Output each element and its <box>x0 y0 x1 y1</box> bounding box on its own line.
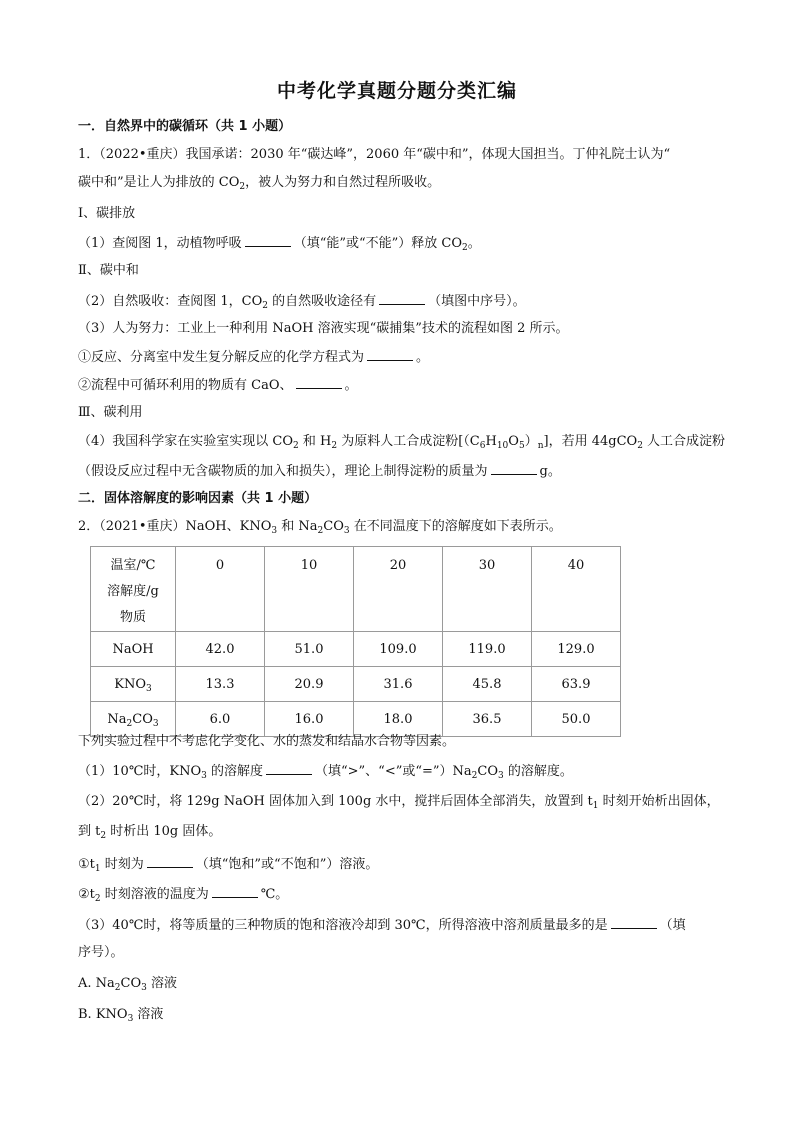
table-corner-header <box>91 547 176 632</box>
q2-p1-text: （填“>”、“<”或“=”）Na <box>314 764 472 779</box>
q2-p2-2-text: ℃。 <box>260 887 289 902</box>
substance-name: CO <box>132 711 153 727</box>
q2-intro-text: 和 Na <box>277 519 318 534</box>
table-header-cell <box>532 547 621 632</box>
table-row <box>91 702 621 737</box>
table-cell: 13.3 <box>176 667 265 702</box>
option-b[interactable] <box>78 1006 163 1024</box>
option-a-text: CO <box>120 976 142 991</box>
q1-p2-text2: 的自然吸收途径有 <box>268 294 377 309</box>
temp-value: 40 <box>567 558 585 573</box>
q1-intro-line2 <box>78 174 440 192</box>
subscript: 1 <box>592 801 599 811</box>
q2-p2-text: （2）20℃时，将 129g NaOH 固体加入到 100g 水中，搅拌后固体全部消失，放置到 t <box>78 794 593 809</box>
answer-blank[interactable] <box>379 292 425 305</box>
subscript: 2 <box>637 441 643 451</box>
subscript: 2 <box>262 301 269 311</box>
q1-p4-text: 和 H <box>298 434 332 449</box>
q1-p3-2-text: ②流程中可循环利用的物质有 CaO、 <box>78 378 293 393</box>
option-a-text: 溶液 <box>146 976 177 991</box>
subscript: 3 <box>152 718 159 729</box>
q1-p4-text: H <box>485 434 497 449</box>
table-cell: 36.5 <box>443 702 532 737</box>
page-title: 中考化学真题分题分类汇编 <box>276 80 517 102</box>
q1-part3-1 <box>78 348 429 367</box>
q1-part3: （3）人为努力：工业上一种利用 NaOH 溶液实现“碳捕集”技术的流程如图 2 所示。 <box>78 321 569 336</box>
header-solubility-label: 溶解度/g <box>107 584 159 599</box>
answer-blank[interactable] <box>491 462 537 475</box>
substance-name: Na <box>107 711 127 727</box>
subscript: 1 <box>94 864 101 874</box>
table-cell: 63.9 <box>532 667 621 702</box>
section-heading-1: 一．自然界中的碳循环（共 1 小题） <box>78 119 292 134</box>
subscript: 3 <box>201 771 207 781</box>
q1-intro2-text-end: ，被人为努力和自然过程所吸收。 <box>245 175 441 190</box>
q1-p4-text: ]，若用 44gCO <box>543 434 638 449</box>
subscript: 2 <box>471 771 478 781</box>
table-header-cell <box>354 547 443 632</box>
subscript: 2 <box>94 894 101 904</box>
table-row <box>91 632 621 667</box>
table-cell: 6.0 <box>176 702 265 737</box>
answer-blank[interactable] <box>367 348 413 361</box>
subscript: 2 <box>293 441 299 451</box>
subscript: 2 <box>114 983 121 993</box>
substance-name: KNO <box>114 676 146 692</box>
q2-part2-line1 <box>78 793 720 811</box>
subscript: 3 <box>498 771 504 781</box>
q2-part1 <box>78 762 573 781</box>
table-cell: 18.0 <box>354 702 443 737</box>
table-cell: 50.0 <box>532 702 621 737</box>
q2-p2-1-text: （填“饱和”或“不饱和”）溶液。 <box>195 857 379 872</box>
q1-p1-text2: （填“能”或“不能”）释放 CO <box>293 236 463 251</box>
subscript: 3 <box>141 983 147 993</box>
header-temp-label: 温室/℃ <box>110 558 156 573</box>
table-cell: 129.0 <box>532 632 621 667</box>
q1-part3-2 <box>78 376 358 395</box>
header-substance-label: 物质 <box>119 610 146 625</box>
q1-intro-line1 <box>78 146 670 164</box>
q1-p1-text: （1）查阅图 1，动植物呼吸 <box>78 236 242 251</box>
temp-value: 0 <box>215 558 225 573</box>
subscript: 3 <box>343 526 350 536</box>
option-a[interactable] <box>78 975 177 993</box>
temp-value: 20 <box>389 558 407 573</box>
q1-p4-text: ） <box>524 434 538 449</box>
subscript: 10 <box>496 441 509 451</box>
q2-part2-1 <box>78 855 378 874</box>
temp-value: 10 <box>300 558 318 573</box>
q1-p4-text: 人工合成淀粉 <box>642 434 726 449</box>
q2-intro-text: 在不同温度下的溶解度如下表所示。 <box>349 519 562 534</box>
answer-blank[interactable] <box>212 885 258 898</box>
solubility-table <box>90 546 621 737</box>
answer-blank[interactable] <box>296 376 342 389</box>
table-cell: 20.9 <box>265 667 354 702</box>
q2-p3-text: （3）40℃时，将等质量的三种物质的饱和溶液冷却到 30℃，所得溶液中溶剂质量最多的是 <box>78 918 608 933</box>
q2-p1-text: CO <box>477 764 499 779</box>
subscript: 2 <box>462 243 468 253</box>
q1-part4-line1 <box>78 433 725 451</box>
table-header-cell <box>176 547 265 632</box>
subscript: 2 <box>239 182 246 192</box>
subscript: n <box>537 441 544 451</box>
q1-p4-text: （4）我国科学家在实验室实现以 CO <box>78 434 294 449</box>
q1-part4-line2 <box>78 462 561 481</box>
substance-cell: NaOH <box>91 632 176 667</box>
substance-cell <box>91 667 176 702</box>
q2-part3-line2: 序号）。 <box>78 945 124 960</box>
table-cell: 31.6 <box>354 667 443 702</box>
q2-p2-1-text: 时刻为 <box>100 857 144 872</box>
part3-title: Ⅲ、碳利用 <box>78 405 143 420</box>
section-heading-2: 二．固体溶解度的影响因素（共 1 小题） <box>78 491 318 506</box>
q1-p4-line2-end: g。 <box>539 464 561 479</box>
option-a-text: A. Na <box>78 976 115 991</box>
q2-p2-2-text: ②t <box>78 887 95 902</box>
option-b-text: B. KNO <box>78 1007 128 1022</box>
substance-cell <box>91 702 176 737</box>
q2-p1-text: 的溶解度。 <box>503 764 573 779</box>
q1-p3-1-text: ①反应、分离室中发生复分解反应的化学方程式为 <box>78 350 365 365</box>
table-row <box>91 667 621 702</box>
table-cell: 119.0 <box>443 632 532 667</box>
table-cell: 109.0 <box>354 632 443 667</box>
q2-p3-text: （填 <box>659 918 686 933</box>
subscript: 2 <box>100 831 107 841</box>
q2-p2-2-text: 时刻溶液的温度为 <box>100 887 209 902</box>
q1-p3-2-end: 。 <box>344 378 358 393</box>
answer-blank[interactable] <box>611 916 657 929</box>
q2-p1-text: （1）10℃时，KNO <box>78 764 202 779</box>
table-header-row <box>91 547 621 632</box>
table-header-cell <box>265 547 354 632</box>
subscript: 3 <box>271 526 278 536</box>
q2-intro <box>78 518 562 536</box>
subscript: 2 <box>331 441 338 451</box>
subscript: 3 <box>127 1014 134 1024</box>
q1-p4-text: 为原料人工合成淀粉[（C <box>337 434 480 449</box>
q2-p2-1-text: ①t <box>78 857 95 872</box>
q1-p2-end: （填图中序号）。 <box>428 294 526 309</box>
table-cell: 16.0 <box>265 702 354 737</box>
q1-p4-text: O <box>508 434 519 449</box>
q2-p2-line2-text: 到 t <box>78 824 101 839</box>
table-cell: 42.0 <box>176 632 265 667</box>
part1-title: Ⅰ、碳排放 <box>78 206 136 221</box>
option-b-text: 溶液 <box>133 1007 164 1022</box>
q1-p4-line2-text: （假设反应过程中无含碳物质的加入和损失），理论上制得淀粉的质量为 <box>78 464 488 479</box>
q2-intro-text: CO <box>323 519 344 534</box>
q1-part2 <box>78 292 526 311</box>
q2-p2-line2-text: 时析出 10g 固体。 <box>106 824 222 839</box>
part2-title: Ⅱ、碳中和 <box>78 263 139 278</box>
q2-p1-text: 的溶解度 <box>206 764 263 779</box>
q1-intro2-text: 碳中和”是让人为排放的 CO <box>78 175 240 190</box>
q1-intro-text: 1．（2022•重庆）我国承诺：2030 年“碳达峰”，2060 年“碳中和”，体现大国担当。丁仲礼院士认为“ <box>78 147 671 162</box>
subscript: 2 <box>317 526 324 536</box>
q2-note: 下列实验过程中不考虑化学变化、水的蒸发和结晶水合物等因素。 <box>78 734 456 749</box>
q1-part1 <box>78 234 481 253</box>
answer-blank[interactable] <box>266 762 312 775</box>
table-header-cell <box>443 547 532 632</box>
q2-intro-text: 2．（2021•重庆）NaOH、KNO <box>78 519 272 534</box>
q1-p3-1-end: 。 <box>416 350 430 365</box>
table-cell: 51.0 <box>265 632 354 667</box>
subscript: 6 <box>479 441 486 451</box>
q2-p2-text: 时刻开始析出固体， <box>598 794 720 809</box>
subscript: 2 <box>126 718 133 729</box>
answer-blank[interactable] <box>245 234 291 247</box>
answer-blank[interactable] <box>147 855 193 868</box>
subscript: 3 <box>146 683 152 694</box>
table-cell: 45.8 <box>443 667 532 702</box>
q2-part2-2 <box>78 885 288 904</box>
q1-p2-text: （2）自然吸收：查阅图 1，CO <box>78 294 263 309</box>
q2-part3-line1 <box>78 916 686 935</box>
q1-p1-end: 。 <box>467 236 481 251</box>
temp-value: 30 <box>478 558 496 573</box>
subscript: 5 <box>518 441 525 451</box>
q2-part2-line2 <box>78 823 221 841</box>
